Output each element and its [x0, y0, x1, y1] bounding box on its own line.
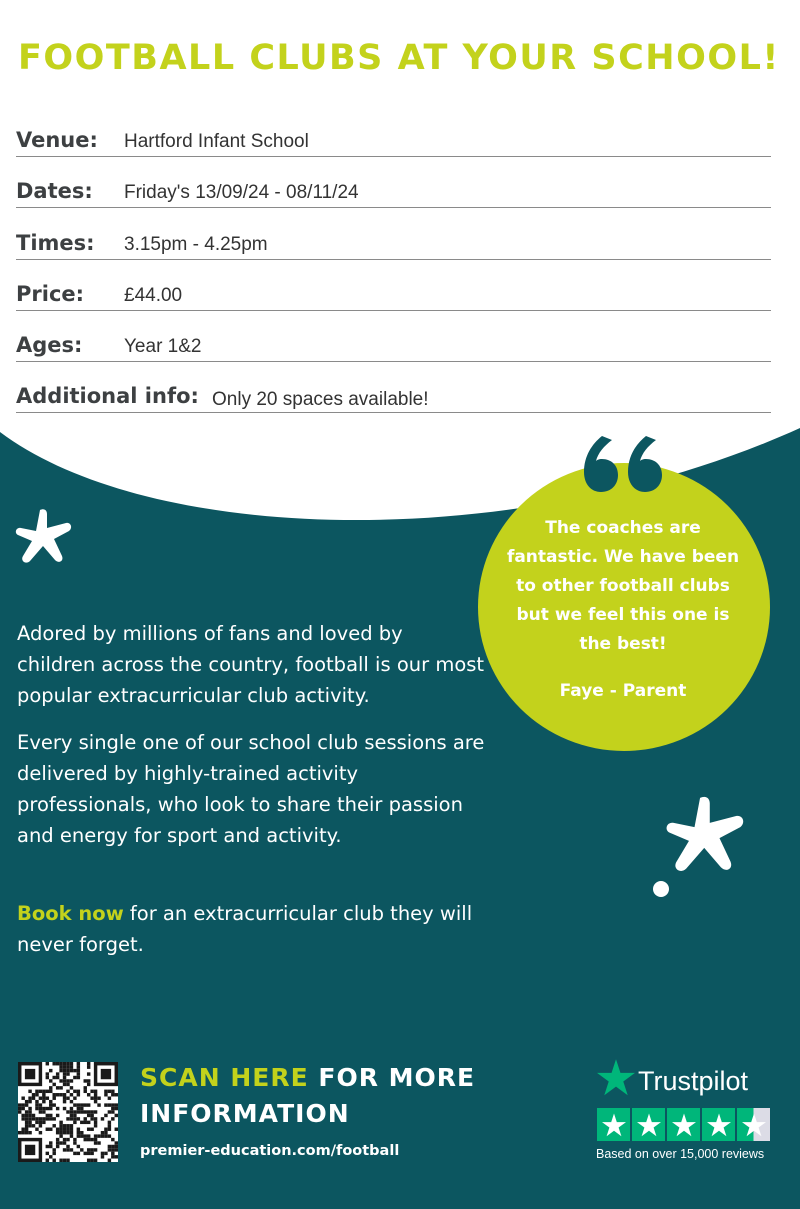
- detail-label: Times:: [16, 231, 95, 255]
- qr-code-pattern: [18, 1062, 118, 1162]
- detail-value: Friday's 13/09/24 - 08/11/24: [124, 182, 359, 203]
- testimonial-quote: The coaches are fantastic. We have been to other football clubs but we feel this one is the best!: [506, 518, 740, 654]
- scan-rest-text: FOR MORE INFORMATION: [140, 1063, 476, 1128]
- trustpilot-star-box: [597, 1108, 630, 1141]
- trustpilot-star-box: [632, 1108, 665, 1141]
- body-paragraph-1: Adored by millions of fans and loved by children across the country, football is our most popular extracurricular club activity.: [17, 622, 485, 707]
- scan-here-text: SCAN HERE: [140, 1063, 309, 1092]
- qr-code[interactable]: [18, 1062, 118, 1162]
- trustpilot-star-box: [667, 1108, 700, 1141]
- testimonial-author: Faye - Parent: [559, 681, 687, 701]
- detail-value: Year 1&2: [124, 336, 202, 357]
- detail-label: Ages:: [16, 333, 83, 357]
- star-icon: [664, 792, 750, 876]
- detail-value: 3.15pm - 4.25pm: [124, 234, 268, 255]
- detail-value: £44.00: [124, 285, 183, 306]
- cta-text: for an extracurricular club they will never forget.: [17, 902, 473, 956]
- dot-icon: [652, 880, 670, 898]
- trustpilot-star-box: [702, 1108, 735, 1141]
- trustpilot-caption: Based on over 15,000 reviews: [596, 1147, 765, 1161]
- detail-value: Only 20 spaces available!: [212, 389, 429, 410]
- body-paragraph-2: Every single one of our school club sessions are delivered by highly-trained activity professionals, who look to share their passion and energy for sport and activity.: [17, 731, 485, 847]
- detail-label: Venue:: [16, 128, 98, 152]
- trustpilot-star-icon: [597, 1059, 635, 1096]
- star-icon: [14, 506, 76, 566]
- body-cta: [17, 898, 487, 960]
- scan-heading: [140, 1060, 540, 1132]
- book-now-link[interactable]: Book now: [17, 902, 124, 925]
- trustpilot-brand: Trustpilot: [638, 1066, 749, 1096]
- website-link[interactable]: premier-education.com/football: [140, 1143, 400, 1159]
- quote-icon: [582, 434, 664, 494]
- detail-value: Hartford Infant School: [124, 131, 309, 152]
- detail-label: Additional info:: [16, 384, 199, 408]
- detail-label: Dates:: [16, 179, 93, 203]
- trustpilot-star-box: [737, 1108, 770, 1141]
- detail-label: Price:: [16, 282, 85, 306]
- page-title: FOOTBALL CLUBS AT YOUR SCHOOL!: [18, 38, 780, 78]
- trustpilot-rating: [597, 1108, 770, 1141]
